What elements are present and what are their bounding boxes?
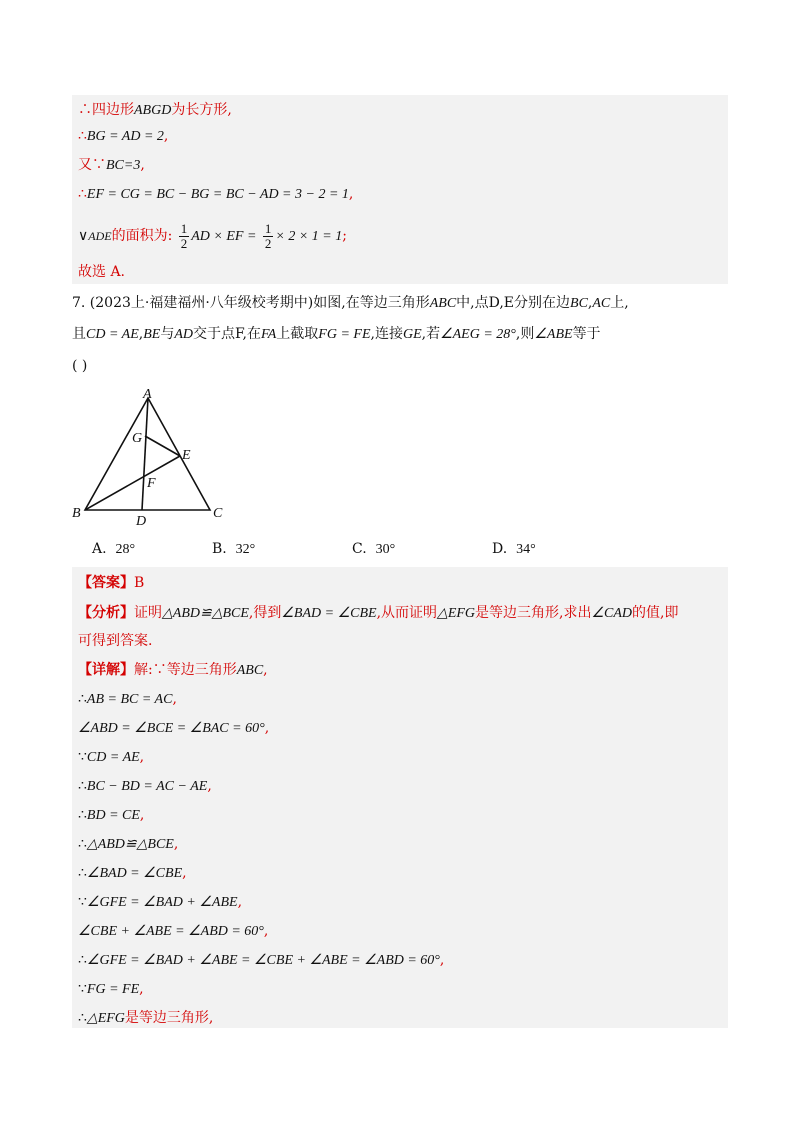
detail-step-2: ∠ABD = ∠BCE = ∠BAC = 60°, <box>78 720 270 736</box>
analysis-line-2: 可得到答案. <box>78 633 153 649</box>
label-b: B <box>72 506 81 521</box>
detail-step-4: ∴BC − BD = AC − AE, <box>78 778 212 794</box>
question-line-1: 7. (2023上·福建福州·八年级校考期中)如图,在等边三角形ABC中,点D,E分别在边BC,AC上, <box>72 295 629 311</box>
answer-line: 【答案】B <box>78 575 145 591</box>
label-g: G <box>132 431 143 446</box>
detail-step-9: ∠CBE + ∠ABE = ∠ABD = 60°, <box>78 923 269 939</box>
label-e: E <box>182 448 191 463</box>
question-line-2: 且CD = AE,BE与AD交于点F,在FA上截取FG = FE,连接GE,若∠AEG = 28°,则∠ABE等于 <box>72 326 601 342</box>
label-f: F <box>147 476 156 491</box>
option-a[interactable]: A. 28° <box>92 541 136 557</box>
segment-be <box>85 456 180 510</box>
detail-step-10: ∴∠GFE = ∠BAD + ∠ABE = ∠CBE + ∠ABE = ∠ABD = 60°, <box>78 952 445 968</box>
detail-step-12: ∴△EFG是等边三角形, <box>78 1010 214 1026</box>
triangle-figure <box>60 386 240 531</box>
fraction-half: $\frac{1}{2}$ <box>180 220 188 251</box>
question-line-3: ( ) <box>72 358 88 374</box>
solution-line-5: ∨ADE的面积为: $\frac{1}{2}$ AD × EF = $\frac{1}{2}$ × 2 × 1 = 1; <box>78 220 347 251</box>
option-d[interactable]: D. 34° <box>492 541 536 557</box>
detail-step-5: ∴BD = CE, <box>78 807 145 823</box>
solution-line-3: 又∵BC=3, <box>78 157 145 173</box>
solution-line-1: ∴四边形ABGD为长方形, <box>78 102 232 118</box>
solution-line-6: 故选 A. <box>78 264 126 280</box>
analysis-line-1: 【分析】证明△ABD≌△BCE,得到∠BAD = ∠CBE,从而证明△EFG是等边三角形,求出∠CAD的值,即 <box>78 605 679 621</box>
option-b[interactable]: B. 32° <box>212 541 256 557</box>
solution-line-2: ∴BG = AD = 2, <box>78 128 169 144</box>
detail-step-1: ∴AB = BC = AC, <box>78 691 177 707</box>
label-a: A <box>143 387 152 402</box>
option-c[interactable]: C. 30° <box>352 541 396 557</box>
label-d: D <box>136 514 147 529</box>
segment-ad <box>142 398 148 510</box>
detail-step-3: ∵CD = AE, <box>78 749 145 765</box>
detail-step-8: ∵∠GFE = ∠BAD + ∠ABE, <box>78 894 243 910</box>
detail-step-7: ∴∠BAD = ∠CBE, <box>78 865 187 881</box>
detail-step-11: ∵FG = FE, <box>78 981 144 997</box>
solution-line-4: ∴EF = CG = BC − BG = BC − AD = 3 − 2 = 1, <box>78 186 354 202</box>
detail-step-6: ∴△ABD≌△BCE, <box>78 836 179 852</box>
detail-header: 【详解】解:∵等边三角形ABC, <box>78 662 268 678</box>
label-c: C <box>213 506 223 521</box>
fraction-half-2: $\frac{1}{2}$ <box>264 220 272 251</box>
